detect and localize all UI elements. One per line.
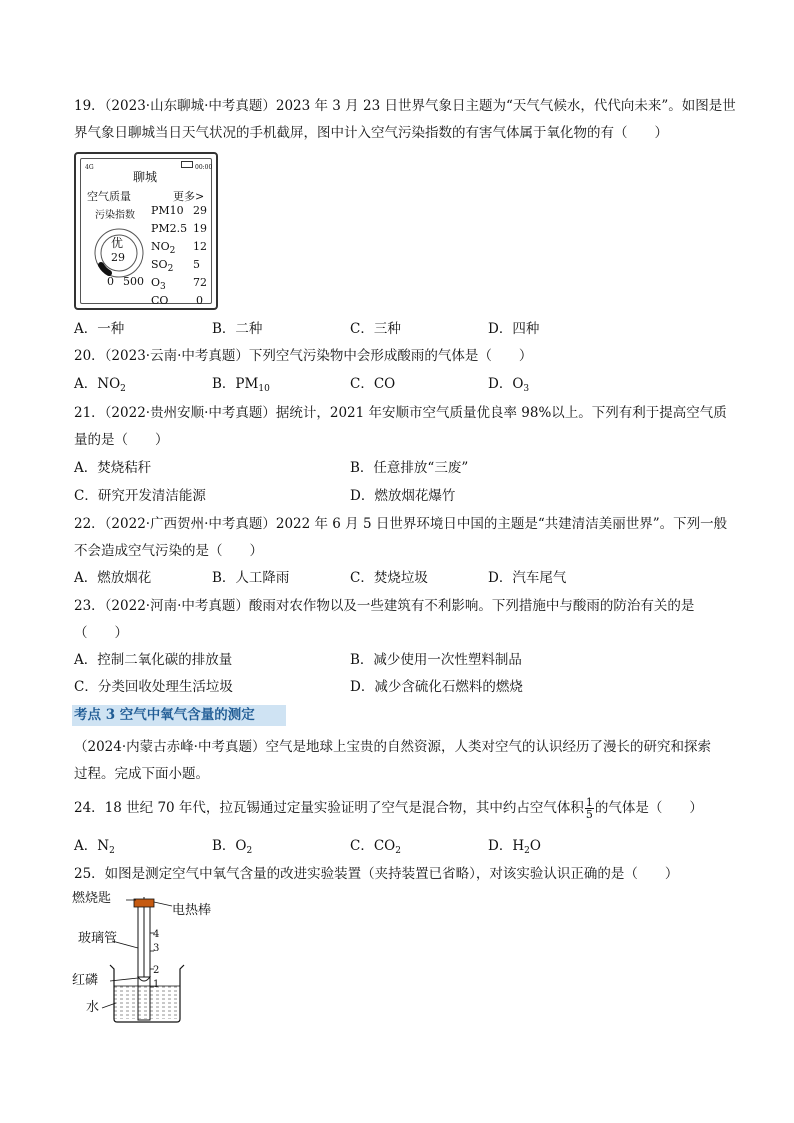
- pollutant-value: 12: [193, 240, 207, 253]
- q23-option-d[interactable]: D．减少含硫化石燃料的燃烧: [350, 679, 523, 695]
- pollutant-value: 5: [193, 258, 200, 271]
- pollutant-name: PM2.5: [151, 222, 188, 235]
- q22-option-d[interactable]: D．汽车尾气: [488, 570, 567, 586]
- q21-option-c[interactable]: C．研究开发清洁能源: [74, 488, 206, 504]
- q19-stem-line2: 界气象日聊城当日天气状况的手机截屏，图中计入空气污染指数的有害气体属于氧化物的有（ ）: [74, 125, 668, 141]
- q21-option-a[interactable]: A．焚烧秸秆: [74, 460, 152, 476]
- aqi-grade: 优: [111, 236, 124, 250]
- q20-option-a[interactable]: A．$NO_2$: [74, 376, 126, 394]
- q21-option-d[interactable]: D．燃放烟花爆竹: [350, 488, 456, 504]
- fraction: $\frac{1}{5}$: [585, 796, 593, 821]
- q24-option-c[interactable]: C．$CO_2$: [350, 838, 401, 856]
- q20-stem: 20．（2023·云南·中考真题）下列空气污染物中会形成酸雨的气体是（ ）: [74, 348, 533, 364]
- tube-label: 玻璃管: [78, 931, 118, 946]
- pollutant-name: $NO_2$: [151, 240, 176, 256]
- intro-line1: （2024·内蒙古赤峰·中考真题）空气是地球上宝贵的自然资源，人类对空气的认识经历了漫长的研究和探索: [74, 739, 711, 755]
- pollutant-value: 29: [193, 204, 207, 217]
- city-name: 聊城: [133, 170, 158, 184]
- q21-option-b[interactable]: B．任意排放“三废”: [350, 460, 469, 476]
- phone-screen: [80, 158, 213, 307]
- pollutant-name: $SO_2$: [151, 258, 174, 274]
- heater-rod-label: 电热棒: [172, 903, 212, 918]
- q23-stem-line1: 23．（2022·河南·中考真题）酸雨对农作物以及一些建筑有不利影响。下列措施中与酸雨的防治有关的是: [74, 598, 695, 614]
- q22-option-c[interactable]: C．焚烧垃圾: [350, 570, 428, 586]
- index-label: 污染指数: [95, 210, 135, 221]
- q20-option-b[interactable]: B．$PM_{10}$: [212, 376, 270, 394]
- q19-stem-line1: 19．（2023·山东聊城·中考真题）2023 年 3 月 23 日世界气象日主题为“天气气候水，代代向未来”。如图是世: [74, 98, 736, 114]
- q19-option-a[interactable]: A．一种: [74, 321, 125, 337]
- q23-stem-line2: （ ）: [74, 625, 128, 641]
- mark-label: 2: [153, 965, 160, 976]
- q22-option-a[interactable]: A．燃放烟花: [74, 570, 152, 586]
- scale-min: 0: [107, 275, 114, 288]
- q21-stem-line1: 21．（2022·贵州安顺·中考真题）据统计，2021 年安顺市空气质量优良率 98%以上。下列有利于提高空气质: [74, 405, 727, 421]
- q19-option-c[interactable]: C．三种: [350, 321, 401, 337]
- q24-option-b[interactable]: B．$O_2$: [212, 838, 253, 856]
- mark-label: 1: [153, 979, 160, 990]
- q24-stem: 24．18 世纪 70 年代，拉瓦锡通过定量实验证明了空气是混合物，其中约占空气体积 $\frac{1}{5}$ 的气体是（ ）: [74, 796, 703, 821]
- more-link: 更多>: [173, 190, 205, 203]
- q22-option-b[interactable]: B．人工降雨: [212, 570, 290, 586]
- q22-stem-line1: 22．（2022·广西贺州·中考真题）2022 年 6 月 5 日世界环境日中国的主题是“共建清洁美丽世界”。下列一般: [74, 516, 728, 532]
- q23-option-b[interactable]: B．减少使用一次性塑料制品: [350, 652, 522, 668]
- pollutant-value: 72: [193, 276, 207, 289]
- q25-stem: 25．如图是测定空气中氧气含量的改进实验装置（夹持装置已省略），对该实验认识正确的是（ ）: [74, 866, 679, 882]
- q20-option-d[interactable]: D．$O_3$: [488, 376, 530, 394]
- signal-indicator: 4G: [85, 164, 94, 171]
- q23-option-c[interactable]: C．分类回收处理生活垃圾: [74, 679, 233, 695]
- pollutant-name: CO: [151, 294, 169, 307]
- pollutant-value: 0: [196, 294, 203, 307]
- q24-option-a[interactable]: A．$N_2$: [74, 838, 115, 856]
- q20-option-c[interactable]: C．CO: [350, 376, 396, 392]
- q23-option-a[interactable]: A．控制二氧化碳的排放量: [74, 652, 233, 668]
- pollutant-name: PM10: [151, 204, 184, 217]
- pollutant-value: 19: [193, 222, 207, 235]
- pollutant-name: $O_3$: [151, 276, 166, 292]
- section-heading: 考点 3 空气中氧气含量的测定: [72, 705, 286, 726]
- mark-label: 3: [153, 943, 160, 954]
- scale-max: 500: [123, 275, 144, 288]
- intro-line2: 过程。完成下面小题。: [74, 766, 209, 782]
- water-label: 水: [86, 1000, 100, 1015]
- spoon-label: 燃烧匙: [72, 891, 112, 906]
- q21-stem-line2: 量的是（ ）: [74, 432, 169, 448]
- q24-option-d[interactable]: D．$H_2O$: [488, 838, 541, 856]
- clock: 00:00: [195, 164, 213, 171]
- phosphorus-label: 红磷: [72, 973, 99, 988]
- aqi-value: 29: [111, 251, 125, 264]
- q19-option-d[interactable]: D．四种: [488, 321, 540, 337]
- experiment-apparatus: [72, 893, 232, 1028]
- mark-label: 4: [153, 929, 160, 940]
- battery-icon: [181, 161, 193, 168]
- phone-screenshot: [74, 152, 218, 310]
- q22-stem-line2: 不会造成空气污染的是（ ）: [74, 543, 263, 559]
- air-quality-label: 空气质量: [87, 190, 131, 203]
- q19-option-b[interactable]: B．二种: [212, 321, 263, 337]
